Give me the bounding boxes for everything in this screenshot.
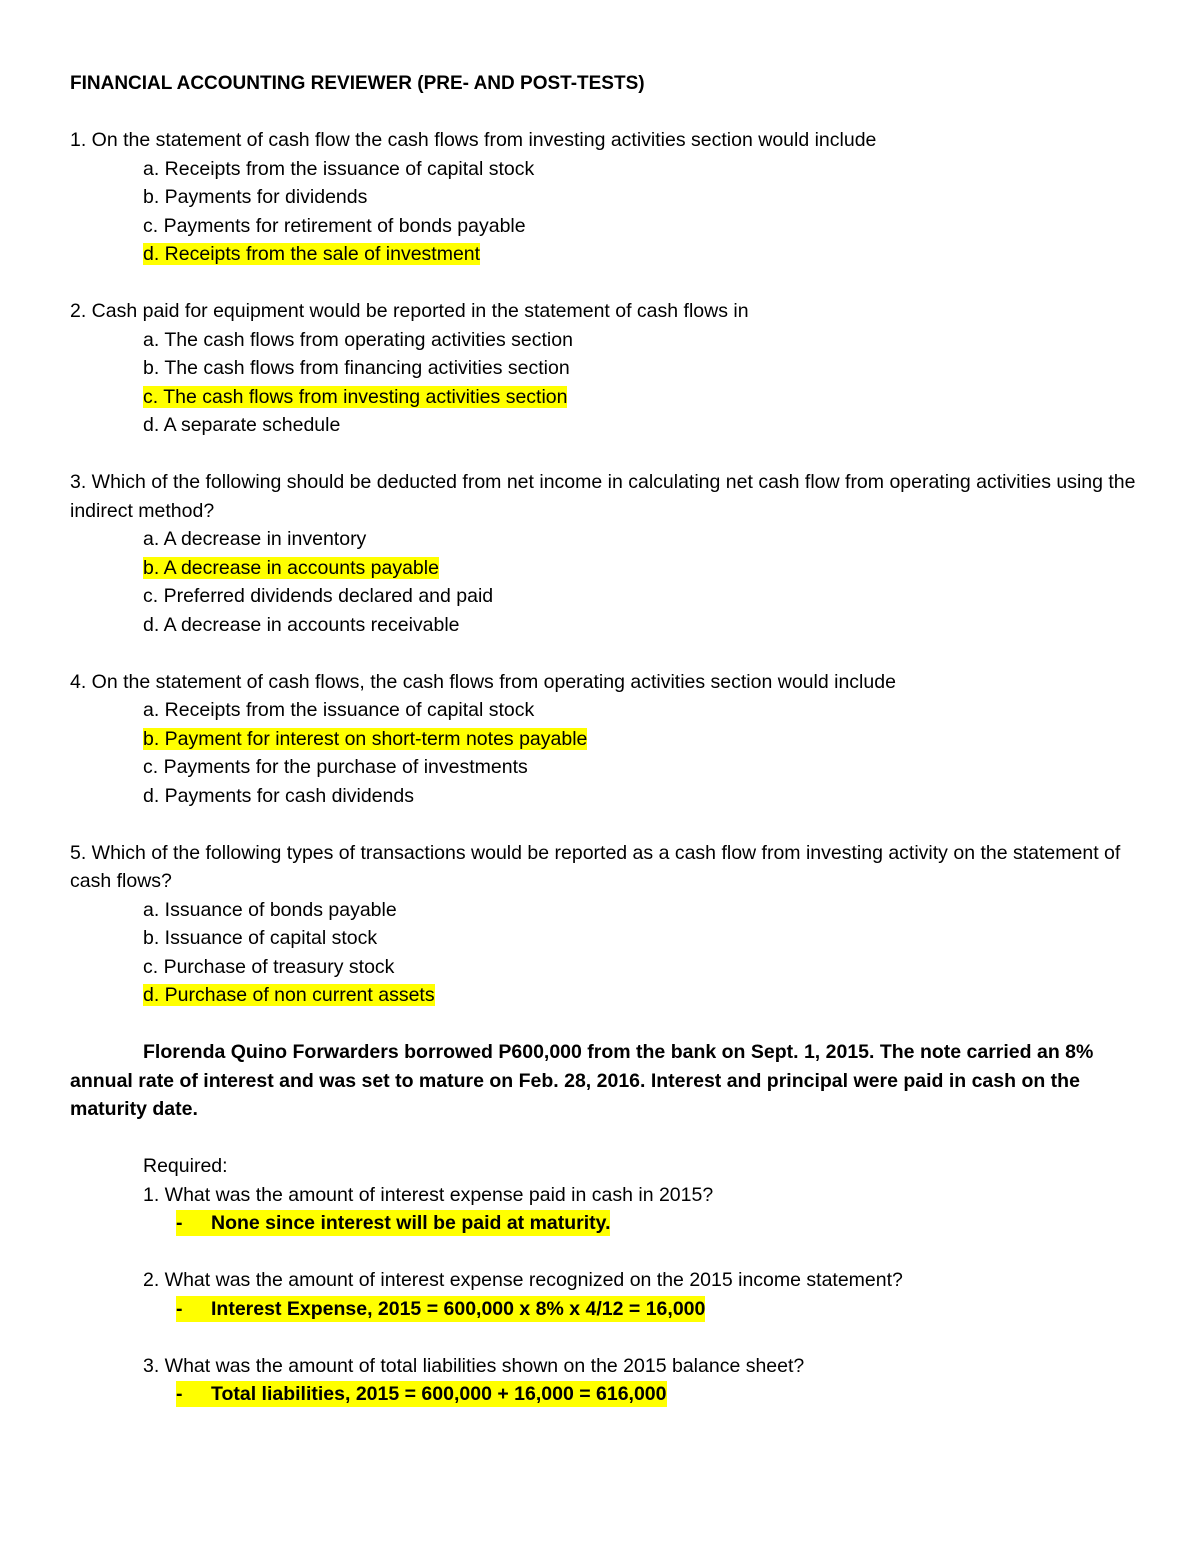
required-answer xyxy=(143,1295,1150,1324)
option-list xyxy=(70,155,1150,269)
option-c: c. Preferred dividends declared and paid xyxy=(143,585,494,607)
answer-dash: - xyxy=(176,1383,183,1405)
option-list xyxy=(70,896,1150,1010)
question-3 xyxy=(70,468,1150,639)
option-d-correct xyxy=(143,240,1150,269)
answer-highlight: b. Payment for interest on short-term notes payable xyxy=(143,727,588,750)
answer-text: Total liabilities, 2015 = 600,000 + 16,000 = 616,000 xyxy=(211,1383,667,1405)
answer-highlight: c. The cash flows from investing activities section xyxy=(143,385,568,408)
option-a: a. The cash flows from operating activities section xyxy=(143,328,573,351)
answer-text: Interest Expense, 2015 = 600,000 x 8% x 4/12 = 16,000 xyxy=(211,1297,706,1320)
option-c: c. Purchase of treasury stock xyxy=(143,955,395,978)
option-d: d. A separate schedule xyxy=(143,414,341,436)
option-c: c. Payments for the purchase of investments xyxy=(143,756,528,778)
answer-highlight xyxy=(176,1296,705,1322)
required-answer xyxy=(143,1380,1150,1409)
required-question: 1. What was the amount of interest expense paid in cash in 2015? xyxy=(143,1183,714,1206)
question-4 xyxy=(70,668,1150,811)
option-a: a. Issuance of bonds payable xyxy=(143,898,397,921)
required-item-3 xyxy=(143,1352,1150,1409)
option-d: d. Payments for cash dividends xyxy=(143,784,414,807)
answer-highlight xyxy=(176,1381,667,1407)
required-item-1 xyxy=(143,1181,1150,1238)
option-d: d. A decrease in accounts receivable xyxy=(143,613,460,636)
question-1 xyxy=(70,126,1150,269)
option-b: b. The cash flows from financing activities section xyxy=(143,357,570,379)
required-heading: Required: xyxy=(143,1155,228,1177)
required-question: 2. What was the amount of interest expense recognized on the 2015 income statement? xyxy=(143,1269,903,1291)
question-stem: 3. Which of the following should be deducted from net income in calculating net cash flow from operating activities using the indirect method? xyxy=(70,471,1136,522)
answer-highlight: b. A decrease in accounts payable xyxy=(143,556,439,579)
option-b: b. Issuance of capital stock xyxy=(143,927,378,949)
option-a: a. A decrease in inventory xyxy=(143,528,367,550)
option-b-correct xyxy=(143,725,1150,754)
answer-highlight: d. Receipts from the sale of investment xyxy=(143,243,481,265)
option-a: a. Receipts from the issuance of capital stock xyxy=(143,699,535,721)
problem-statement: Florenda Quino Forwarders borrowed P600,000 from the bank on Sept. 1, 2015. The note carried an 8% annual rate of interest and was set to mature on Feb. 28, 2016. Interest and principal were paid in cash on the maturity date. xyxy=(70,1041,1094,1120)
option-c: c. Payments for retirement of bonds payable xyxy=(143,214,526,237)
question-2 xyxy=(70,297,1150,440)
option-d-correct xyxy=(143,981,1150,1010)
answer-dash: - xyxy=(176,1297,183,1320)
option-list xyxy=(70,326,1150,440)
question-stem: 2. Cash paid for equipment would be reported in the statement of cash flows in xyxy=(70,300,749,322)
required-answer xyxy=(143,1209,1150,1238)
option-c-correct xyxy=(143,383,1150,412)
option-list xyxy=(70,525,1150,639)
question-5 xyxy=(70,839,1150,1010)
required-section xyxy=(70,1152,1150,1409)
question-stem: 1. On the statement of cash flow the cash flows from investing activities section would include xyxy=(70,129,877,151)
option-a: a. Receipts from the issuance of capital stock xyxy=(143,157,535,180)
required-question: 3. What was the amount of total liabilities shown on the 2015 balance sheet? xyxy=(143,1354,805,1377)
answer-text: None since interest will be paid at maturity. xyxy=(211,1212,611,1234)
document-title: FINANCIAL ACCOUNTING REVIEWER (PRE- AND POST-TESTS) xyxy=(70,73,645,94)
question-stem: 4. On the statement of cash flows, the cash flows from operating activities section would include xyxy=(70,670,896,693)
question-stem: 5. Which of the following types of transactions would be reported as a cash flow from investing activity on the statement of cash flows? xyxy=(70,841,1121,892)
option-list xyxy=(70,696,1150,810)
answer-dash: - xyxy=(176,1212,183,1234)
document-page xyxy=(70,70,1150,1437)
option-b: b. Payments for dividends xyxy=(143,186,368,208)
answer-highlight: d. Purchase of non current assets xyxy=(143,984,435,1006)
answer-highlight xyxy=(176,1210,610,1236)
required-item-2 xyxy=(143,1266,1150,1323)
option-b-correct xyxy=(143,554,1150,583)
